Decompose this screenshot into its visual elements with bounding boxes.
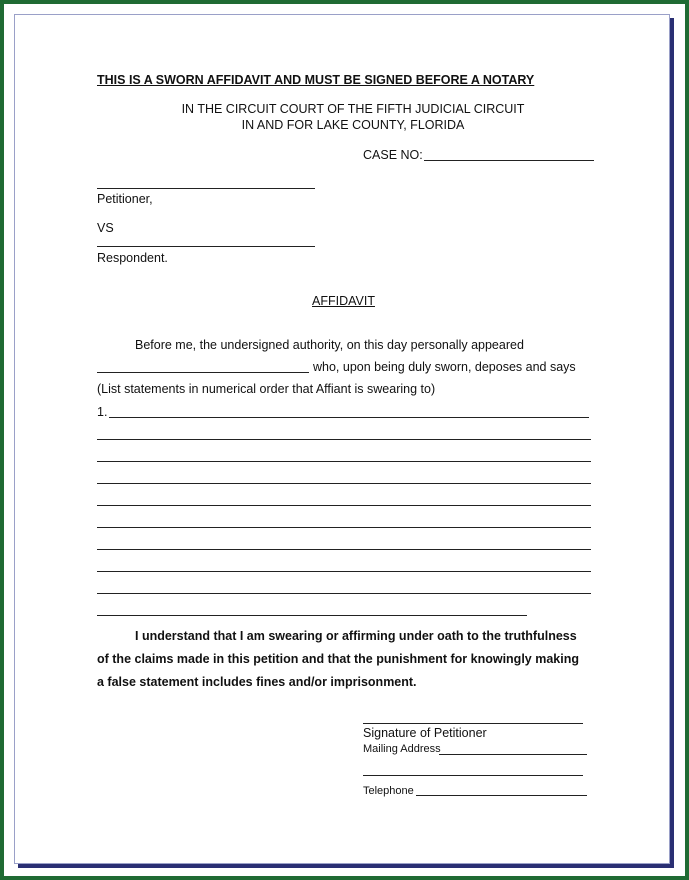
statement-line[interactable] bbox=[97, 549, 591, 550]
statement-line[interactable] bbox=[97, 593, 591, 594]
statement-line[interactable] bbox=[97, 615, 527, 616]
oath-line-3: a false statement includes fines and/or imprisonment. bbox=[97, 675, 417, 689]
affiant-name-line[interactable] bbox=[97, 372, 309, 373]
court-line-2: IN AND FOR LAKE COUNTY, FLORIDA bbox=[241, 118, 465, 132]
statement-line[interactable] bbox=[97, 527, 591, 528]
statement-line[interactable] bbox=[97, 505, 591, 506]
statement-line[interactable] bbox=[97, 483, 591, 484]
mailing-address-line[interactable] bbox=[439, 754, 587, 755]
vs-label: VS bbox=[97, 221, 114, 235]
mailing-address-label: Mailing Address bbox=[363, 743, 441, 755]
petitioner-label: Petitioner, bbox=[97, 192, 153, 206]
instructions-text: (List statements in numerical order that Affiant is swearing to) bbox=[97, 382, 436, 396]
statement-line[interactable] bbox=[97, 571, 591, 572]
notary-warning: THIS IS A SWORN AFFIDAVIT AND MUST BE SIGNED BEFORE A NOTARY bbox=[97, 73, 535, 87]
oath-paragraph bbox=[97, 625, 597, 694]
signature-line[interactable] bbox=[363, 723, 583, 724]
affidavit-page bbox=[14, 14, 670, 864]
item-number-1: 1. bbox=[97, 405, 108, 419]
mailing-address-line-2[interactable] bbox=[363, 775, 583, 776]
statement-line[interactable] bbox=[97, 461, 591, 462]
affidavit-title: AFFIDAVIT bbox=[312, 294, 375, 308]
telephone-label: Telephone bbox=[363, 785, 414, 797]
intro-text: Before me, the undersigned authority, on this day personally appeared bbox=[135, 338, 524, 352]
case-no-label: CASE NO: bbox=[363, 148, 423, 162]
respondent-label: Respondent. bbox=[97, 251, 168, 265]
telephone-line[interactable] bbox=[416, 795, 587, 796]
statement-line[interactable] bbox=[109, 417, 589, 418]
court-line-1: IN THE CIRCUIT COURT OF THE FIFTH JUDICIAL CIRCUIT bbox=[181, 102, 525, 116]
case-no-line[interactable] bbox=[424, 160, 594, 161]
statement-line[interactable] bbox=[97, 439, 591, 440]
sworn-text: who, upon being duly sworn, deposes and says bbox=[313, 360, 576, 374]
signature-label: Signature of Petitioner bbox=[363, 726, 487, 740]
respondent-name-line[interactable] bbox=[97, 246, 315, 247]
oath-line-1: I understand that I am swearing or affirming under oath to the truthfulness bbox=[135, 629, 577, 643]
oath-line-2: of the claims made in this petition and that the punishment for knowingly making bbox=[97, 652, 579, 666]
petitioner-name-line[interactable] bbox=[97, 188, 315, 189]
